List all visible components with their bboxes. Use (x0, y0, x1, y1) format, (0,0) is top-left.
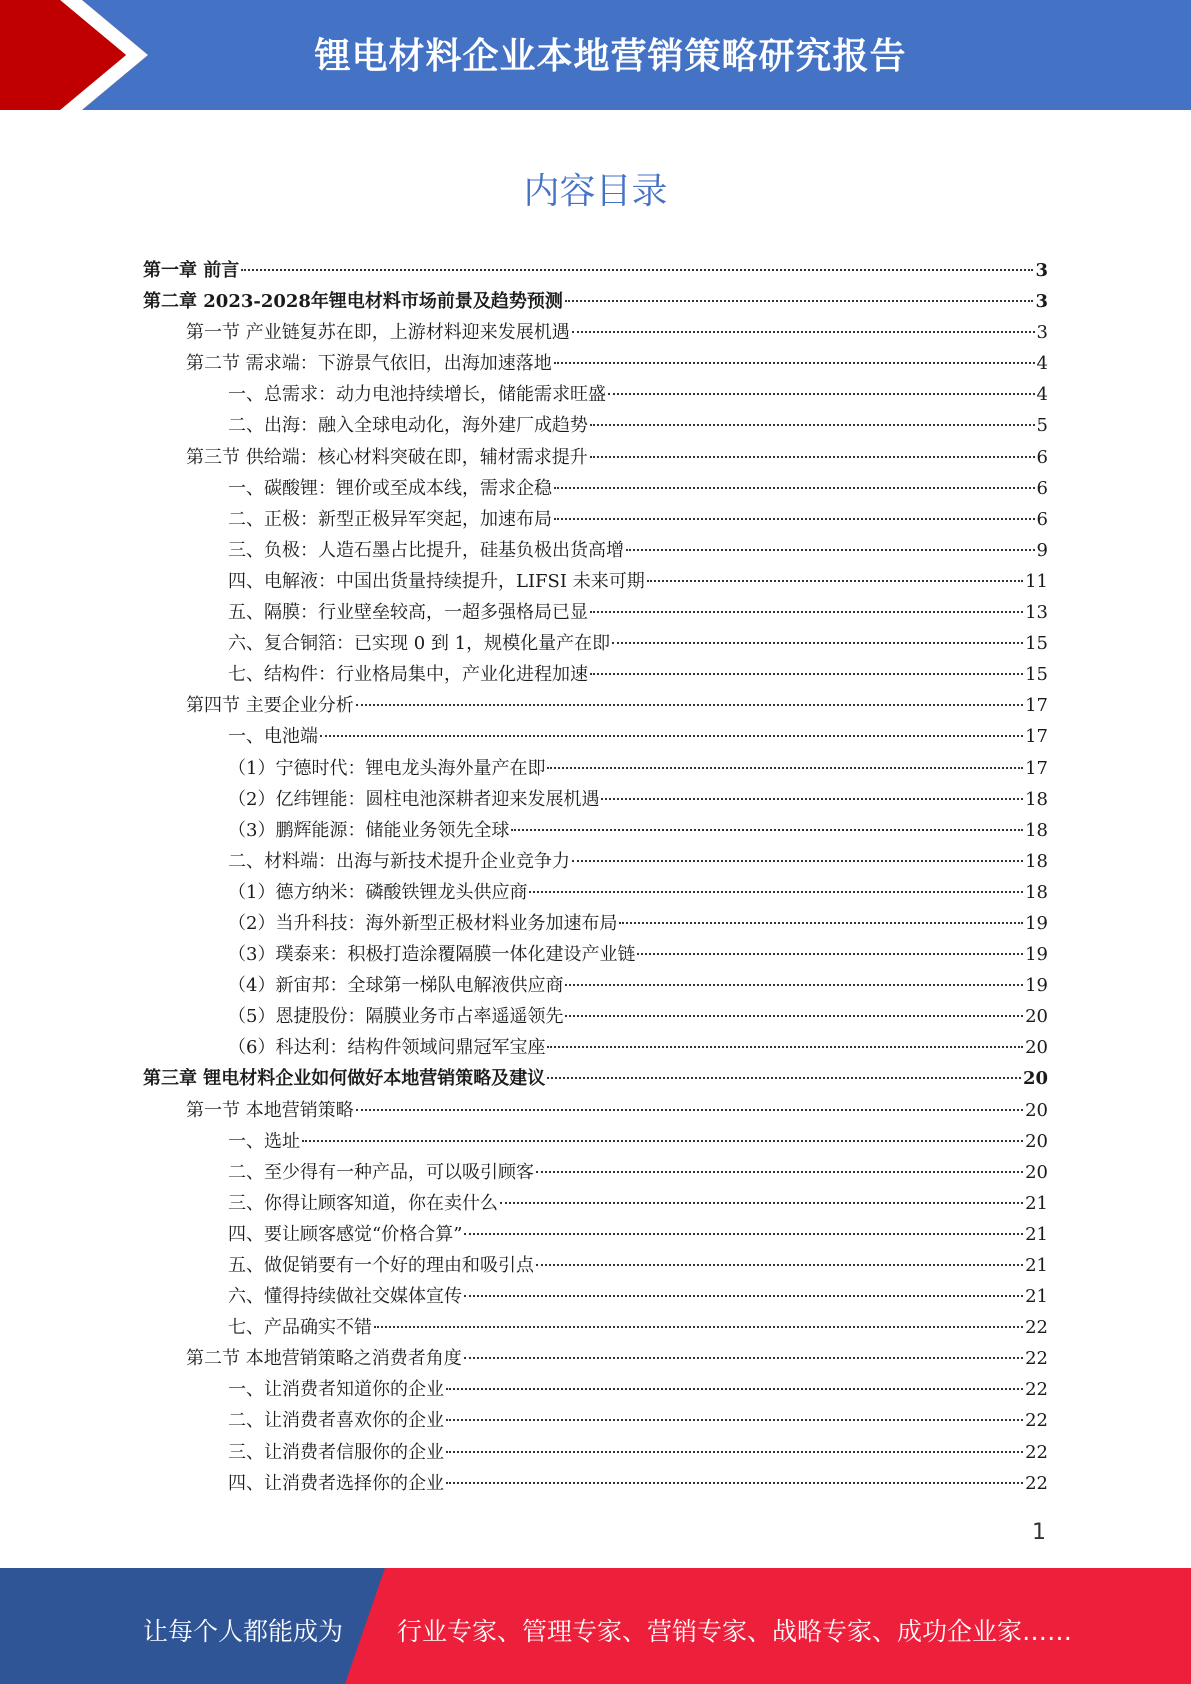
toc-entry[interactable] (143, 566, 1048, 597)
toc-entry[interactable] (143, 535, 1048, 566)
toc-entry-label: 五、做促销要有一个好的理由和吸引点 (228, 1255, 534, 1276)
toc-entry[interactable] (143, 628, 1048, 659)
toc-leader-dots (547, 1077, 1021, 1079)
toc-entry-label: （2）亿纬锂能：圆柱电池深耕者迎来发展机遇 (228, 788, 600, 810)
toc-leader-dots (572, 860, 1023, 862)
toc-entry-page: 17 (1025, 757, 1048, 779)
toc-entry-label: 第二节 需求端：下游景气依旧，出海加速落地 (186, 353, 552, 375)
toc-entry-page: 20 (1025, 1099, 1048, 1121)
toc-entry-page: 22 (1025, 1348, 1048, 1370)
toc-entry-label: 一、电池端 (228, 726, 318, 748)
toc-entry-label: 第四节 主要企业分析 (186, 695, 354, 717)
toc-entry[interactable] (143, 659, 1048, 690)
toc-entry[interactable] (143, 473, 1048, 504)
toc-leader-dots (565, 1015, 1023, 1017)
footer-banner (0, 1568, 1191, 1684)
toc-entry-page: 21 (1025, 1223, 1048, 1245)
toc-entry[interactable] (143, 877, 1048, 908)
toc-entry[interactable] (143, 1437, 1048, 1468)
toc-leader-dots (464, 1233, 1023, 1235)
toc-entry-label: 六、懂得持续做社交媒体宣传 (228, 1286, 462, 1308)
toc-entry[interactable] (143, 442, 1048, 473)
toc-leader-dots (356, 1109, 1023, 1111)
toc-leader-dots (572, 331, 1035, 333)
toc-entry-page: 20 (1025, 1006, 1048, 1028)
toc-entry[interactable] (143, 753, 1048, 784)
toc-entry-label: （3）璞泰来：积极打造涂覆隔膜一体化建设产业链 (228, 944, 636, 966)
toc-entry-label: （6）科达利：结构件领域问鼎冠军宝座 (228, 1037, 546, 1059)
toc-entry-label: 三、负极：人造石墨占比提升，硅基负极出货高增 (228, 539, 624, 561)
toc-entry-page: 20 (1022, 1068, 1048, 1090)
toc-entry[interactable] (143, 597, 1048, 628)
toc-entry-label: 三、让消费者信服你的企业 (228, 1441, 444, 1463)
toc-entry-label: 第一节 产业链复苏在即，上游材料迎来发展机遇 (186, 322, 570, 344)
toc-entry-label: 第二节 本地营销策略之消费者角度 (186, 1348, 462, 1370)
toc-leader-dots (626, 549, 1035, 551)
toc-entry-label: 四、要让顾客感觉“价格合算” (228, 1223, 463, 1245)
toc-leader-dots (446, 1482, 1023, 1484)
toc-leader-dots (619, 922, 1023, 924)
toc-leader-dots (536, 1171, 1023, 1173)
toc-leader-dots (590, 456, 1035, 458)
toc-entry-page: 5 (1036, 415, 1048, 437)
footer-slogan-right: 行业专家、管理专家、营销专家、战略专家、成功企业家…… (397, 1617, 1073, 1646)
toc-leader-dots (500, 1202, 1023, 1204)
toc-leader-dots (554, 487, 1035, 489)
toc-leader-dots (612, 642, 1023, 644)
toc-entry[interactable] (143, 255, 1048, 286)
toc-entry-page: 19 (1025, 944, 1048, 966)
toc-leader-dots (565, 300, 1034, 302)
toc-entry[interactable] (143, 939, 1048, 970)
toc-entry[interactable] (143, 317, 1048, 348)
toc-entry-label: （4）新宙邦：全球第一梯队电解液供应商 (228, 975, 564, 997)
toc-leader-dots (536, 1264, 1023, 1266)
toc-entry-label: 六、复合铜箔：已实现 0 到 1，规模化量产在即 (228, 633, 611, 655)
toc-entry-page: 21 (1025, 1286, 1048, 1308)
toc-leader-dots (590, 611, 1023, 613)
footer-slogan-left: 让每个人都能成为 (143, 1617, 344, 1646)
toc-heading: 内容目录 (523, 171, 668, 212)
toc-entry[interactable] (143, 379, 1048, 410)
toc-leader-dots (464, 1357, 1023, 1359)
toc-entry-label: （5）恩捷股份：隔膜业务市占率遥遥领先 (228, 1006, 564, 1028)
toc-entry[interactable] (143, 1188, 1048, 1219)
toc-entry-page: 13 (1025, 602, 1048, 624)
toc-entry[interactable] (143, 970, 1048, 1001)
toc-entry-page: 20 (1025, 1161, 1048, 1183)
toc-entry[interactable] (143, 1032, 1048, 1063)
toc-entry[interactable] (143, 1468, 1048, 1499)
toc-leader-dots (446, 1388, 1023, 1390)
toc-entry-page: 19 (1025, 912, 1048, 934)
toc-entry-page: 6 (1036, 508, 1048, 530)
toc-entry-page: 22 (1025, 1441, 1048, 1463)
toc-leader-dots (554, 518, 1035, 520)
toc-entry-page: 4 (1036, 384, 1048, 406)
toc-entry[interactable] (143, 1250, 1048, 1281)
toc-entry-label: 第一节 本地营销策略 (186, 1099, 354, 1121)
toc-entry-page: 17 (1025, 726, 1048, 748)
toc-entry[interactable] (143, 1312, 1048, 1343)
toc-entry-page: 18 (1025, 788, 1048, 810)
toc-leader-dots (565, 984, 1023, 986)
toc-entry[interactable] (143, 815, 1048, 846)
toc-leader-dots (608, 393, 1035, 395)
toc-entry[interactable] (143, 1001, 1048, 1032)
toc-entry[interactable] (143, 908, 1048, 939)
toc-entry-page: 20 (1025, 1037, 1048, 1059)
toc-entry[interactable] (143, 1126, 1048, 1157)
toc-entry-page: 22 (1025, 1410, 1048, 1432)
toc-leader-dots (302, 1140, 1023, 1142)
toc-leader-dots (320, 735, 1023, 737)
toc-entry-page: 21 (1025, 1192, 1048, 1214)
toc-entry-page: 18 (1025, 881, 1048, 903)
toc-entry-label: （1）宁德时代：锂电龙头海外量产在即 (228, 757, 546, 779)
toc-entry[interactable] (143, 721, 1048, 752)
toc-entry-label: 七、产品确实不错 (228, 1317, 372, 1339)
toc-entry-page: 18 (1025, 850, 1048, 872)
toc-leader-dots (374, 1326, 1023, 1328)
toc-entry-page: 22 (1025, 1317, 1048, 1339)
toc-entry-page: 21 (1025, 1255, 1048, 1276)
toc-leader-dots (529, 891, 1023, 893)
toc-entry-label: 第一章 前言 (143, 260, 240, 281)
toc-entry-page: 17 (1025, 695, 1048, 717)
toc-entry[interactable] (143, 1157, 1048, 1188)
toc-entry-label: 四、让消费者选择你的企业 (228, 1472, 444, 1494)
toc-entry[interactable] (143, 846, 1048, 877)
toc-entry-label: 四、电解液：中国出货量持续提升，LIFSI 未来可期 (228, 570, 645, 592)
toc-entry[interactable] (143, 410, 1048, 441)
toc-leader-dots (637, 953, 1023, 955)
toc-entry[interactable] (143, 1405, 1048, 1436)
toc-leader-dots (590, 424, 1035, 426)
toc-entry-label: 第三节 供给端：核心材料突破在即，辅材需求提升 (186, 446, 588, 468)
toc-entry-page: 22 (1025, 1472, 1048, 1494)
toc-leader-dots (446, 1451, 1023, 1453)
toc-entry-label: 一、碳酸锂：锂价或至成本线，需求企稳 (228, 477, 552, 499)
report-title: 锂电材料企业本地营销策略研究报告 (314, 36, 907, 77)
toc-entry[interactable] (143, 286, 1048, 317)
toc-entry-label: （3）鹏辉能源：储能业务领先全球 (228, 819, 510, 841)
toc-entry-label: 一、让消费者知道你的企业 (228, 1379, 444, 1401)
toc-entry-page: 6 (1036, 477, 1048, 499)
toc-leader-dots (547, 767, 1023, 769)
toc-entry[interactable] (143, 1095, 1048, 1126)
toc-entry-page: 15 (1025, 633, 1048, 655)
toc-entry[interactable] (143, 784, 1048, 815)
toc-entry-label: 二、出海：融入全球电动化，海外建厂成趋势 (228, 415, 588, 437)
toc-entry-page: 9 (1036, 539, 1048, 561)
toc-entry-label: 二、让消费者喜欢你的企业 (228, 1410, 444, 1432)
toc-entry-page: 20 (1025, 1130, 1048, 1152)
table-of-contents (143, 255, 1048, 1499)
toc-entry-page: 6 (1036, 446, 1048, 468)
toc-entry-page: 22 (1025, 1379, 1048, 1401)
toc-entry-label: 第二章 2023-2028年锂电材料市场前景及趋势预测 (143, 291, 563, 313)
toc-entry[interactable] (143, 504, 1048, 535)
toc-entry[interactable] (143, 1343, 1048, 1374)
toc-entry-label: 第三章 锂电材料企业如何做好本地营销策略及建议 (143, 1068, 546, 1090)
toc-leader-dots (547, 1046, 1023, 1048)
toc-entry-label: 七、结构件：行业格局集中，产业化进程加速 (228, 664, 588, 686)
toc-entry[interactable] (143, 1281, 1048, 1312)
toc-entry-label: （1）德方纳米：磷酸铁锂龙头供应商 (228, 881, 528, 903)
header-banner (0, 0, 1191, 110)
toc-entry-page: 4 (1036, 353, 1048, 375)
toc-entry-page: 3 (1035, 260, 1048, 281)
toc-entry-page: 3 (1036, 322, 1048, 344)
toc-leader-dots (554, 362, 1035, 364)
toc-entry-label: 三、你得让顾客知道，你在卖什么 (228, 1192, 498, 1214)
toc-entry-label: 五、隔膜：行业壁垒较高，一超多强格局已显 (228, 602, 588, 624)
toc-entry-label: 二、至少得有一种产品，可以吸引顾客 (228, 1161, 534, 1183)
toc-entry[interactable] (143, 1063, 1048, 1094)
toc-leader-dots (464, 1295, 1023, 1297)
toc-entry-page: 18 (1025, 819, 1048, 841)
toc-entry-page: 15 (1025, 664, 1048, 686)
toc-entry-page: 19 (1025, 975, 1048, 997)
toc-entry-label: （2）当升科技：海外新型正极材料业务加速布局 (228, 912, 618, 934)
toc-entry-label: 一、选址 (228, 1130, 300, 1152)
toc-entry-page: 11 (1025, 570, 1048, 592)
toc-leader-dots (601, 798, 1023, 800)
toc-entry-page: 3 (1035, 291, 1048, 313)
toc-entry[interactable] (143, 1219, 1048, 1250)
toc-entry[interactable] (143, 1374, 1048, 1405)
toc-leader-dots (590, 673, 1023, 675)
toc-entry[interactable] (143, 348, 1048, 379)
toc-leader-dots (647, 580, 1023, 582)
toc-leader-dots (511, 829, 1023, 831)
toc-entry[interactable] (143, 690, 1048, 721)
toc-leader-dots (356, 704, 1023, 706)
toc-leader-dots (241, 269, 1033, 271)
toc-entry-label: 二、材料端：出海与新技术提升企业竞争力 (228, 850, 570, 872)
toc-entry-label: 一、总需求：动力电池持续增长，储能需求旺盛 (228, 384, 606, 406)
page-number: 1 (1032, 1520, 1046, 1545)
toc-entry-label: 二、正极：新型正极异军突起，加速布局 (228, 508, 552, 530)
toc-leader-dots (446, 1419, 1023, 1421)
